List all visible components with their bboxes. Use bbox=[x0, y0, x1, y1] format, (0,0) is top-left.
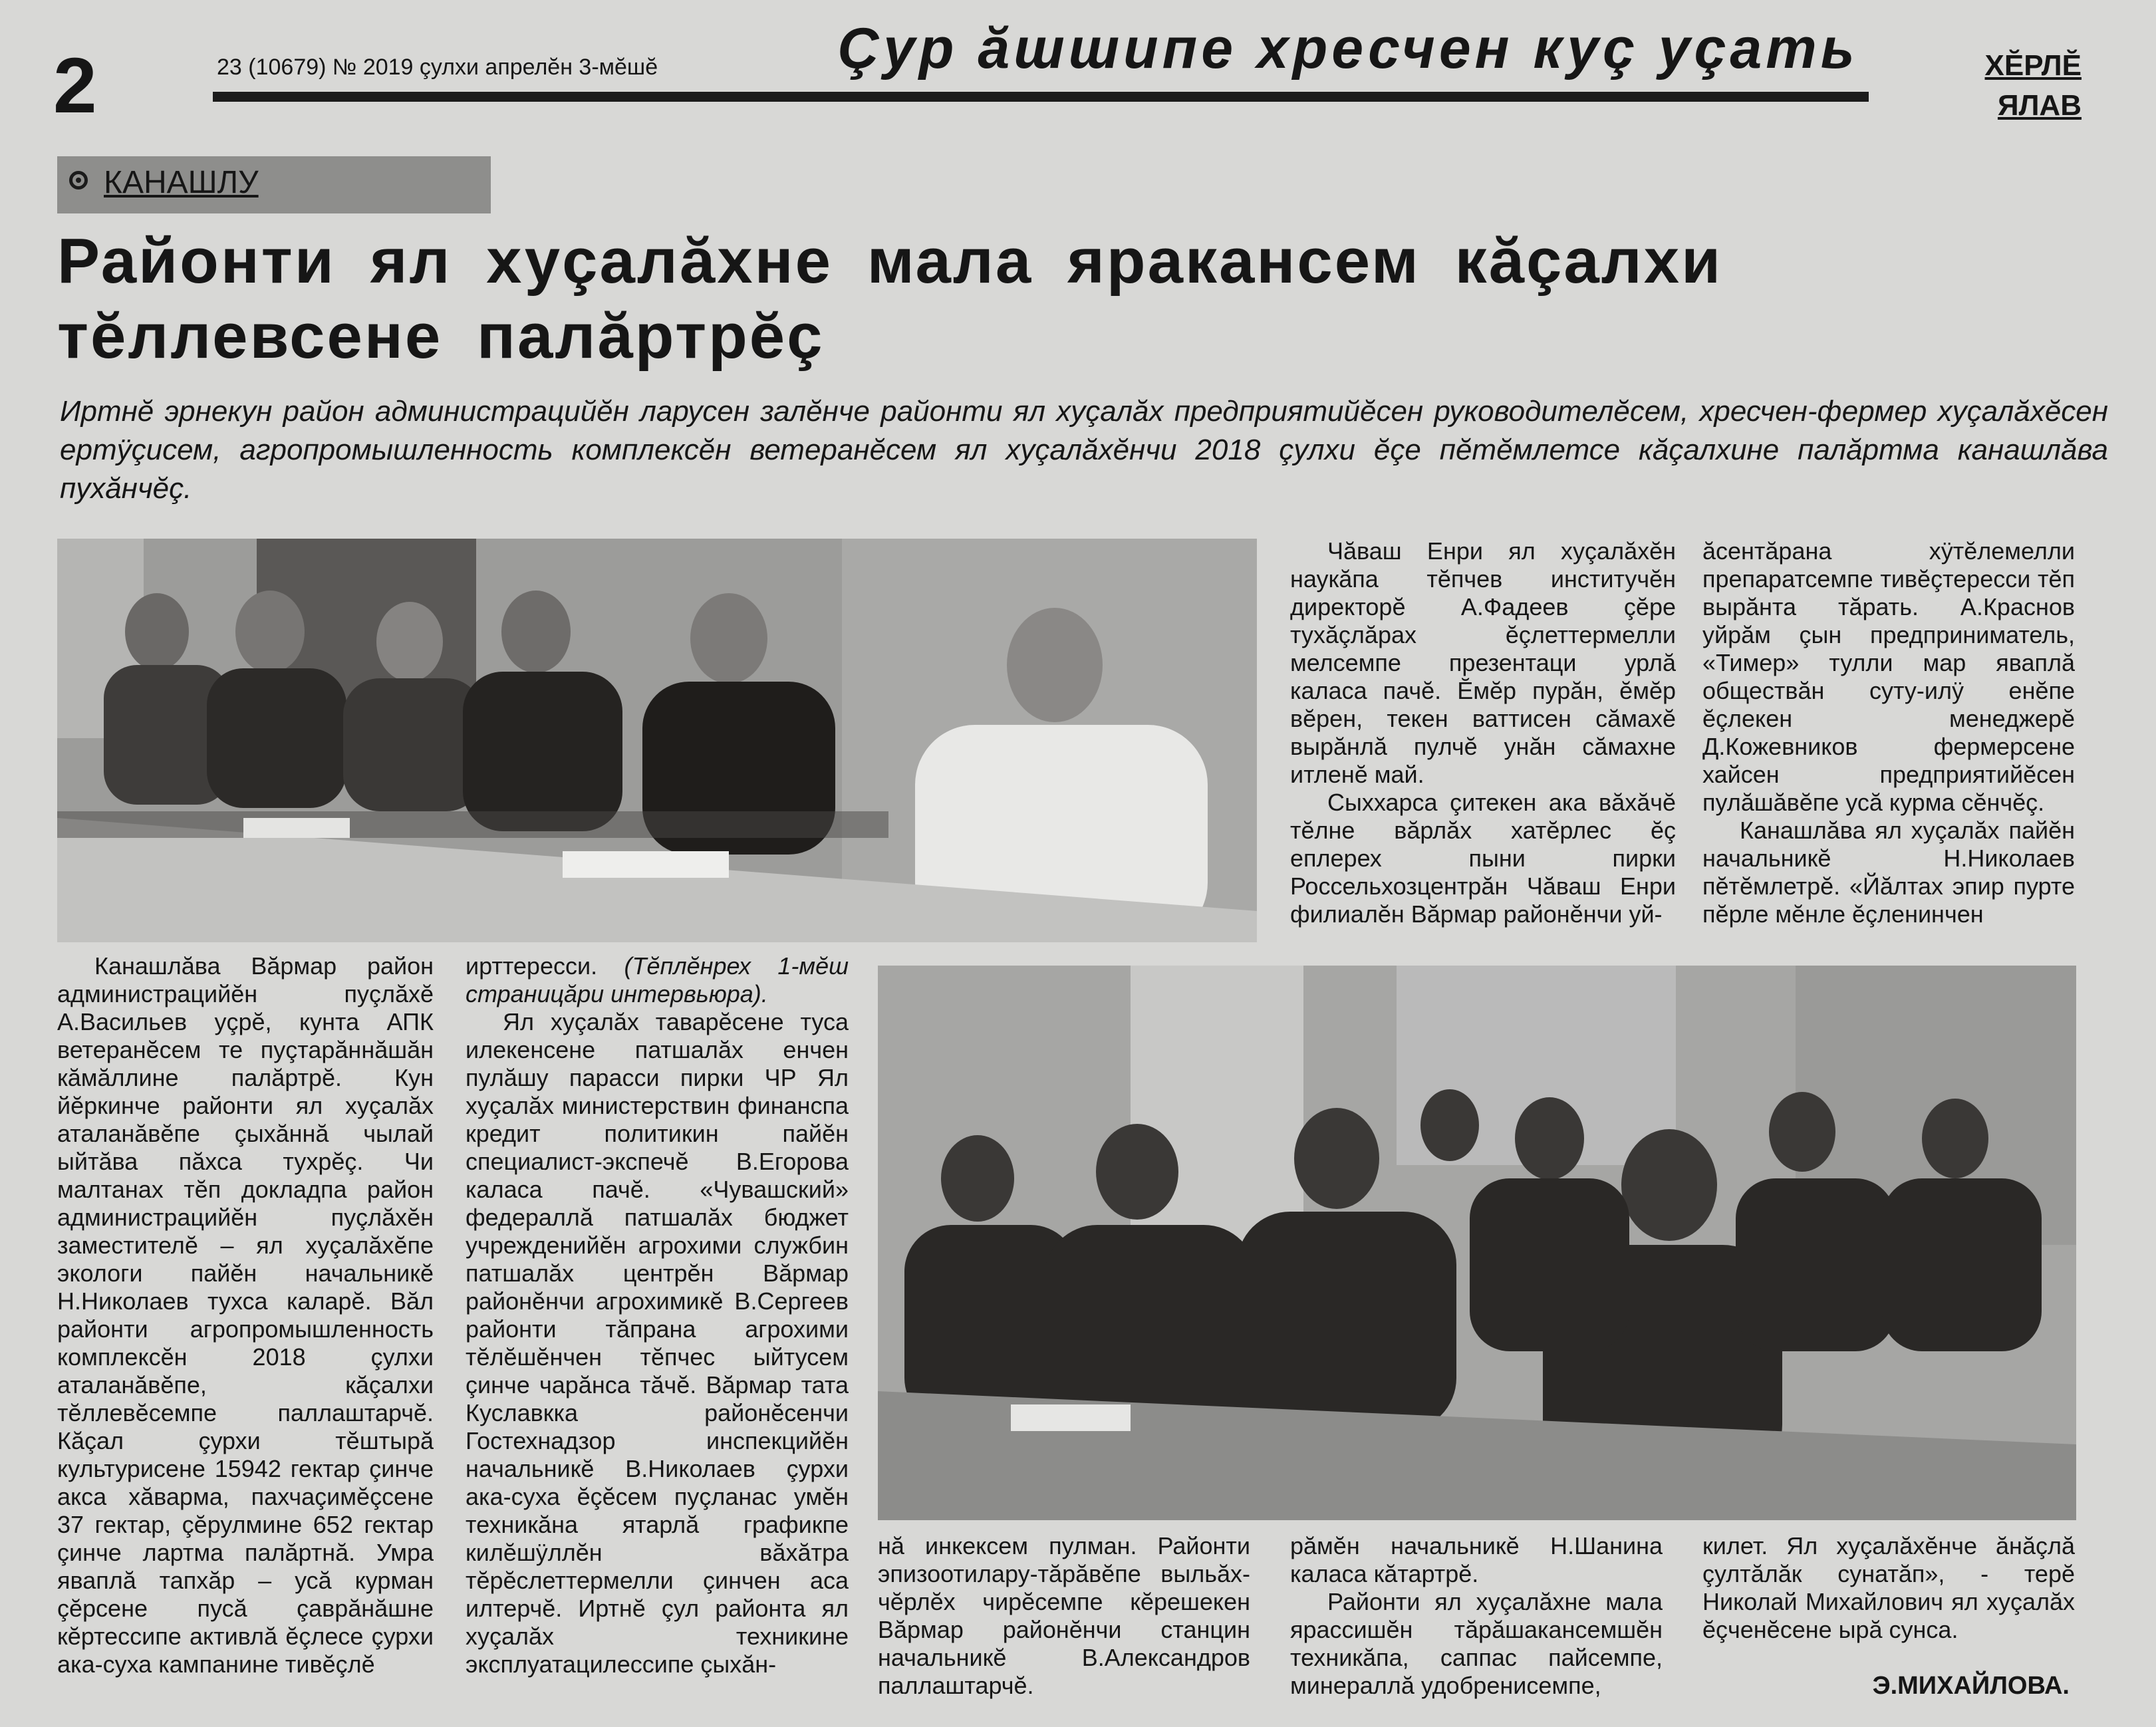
rubric-label: КАНАШЛУ bbox=[104, 165, 259, 200]
rubric-bullet-icon bbox=[69, 171, 88, 190]
masthead-slogan: Çур ăшшипе хресчен куç уçать bbox=[838, 17, 1859, 80]
newspaper-logo-line1: ХĔРЛĔ bbox=[1984, 49, 2082, 82]
column-upper-middle bbox=[1290, 537, 1676, 928]
paragraph: рăмĕн начальникĕ Н.Шанина каласа кăтартрĕ. bbox=[1290, 1532, 1663, 1587]
paragraph-text: ирттересси. bbox=[466, 952, 598, 980]
photo-audience-image bbox=[878, 966, 2076, 1520]
column-upper-right bbox=[1702, 537, 2075, 928]
newspaper-logo-line2: ЯЛАВ bbox=[1997, 89, 2082, 122]
paragraph: Чăваш Енри ял хуçалăхĕн наукăпа тĕпчев институчĕн директорĕ А.Фадеев çĕре тухăçлăрах ĕçлеттермелли мелсемпе презентаци урлă каласа пачĕ. Ĕмĕр пурăн, ĕмĕр вĕрен, текен ваттисен сăмахĕ вырăнлă пулчĕ унăн сăмахне итленĕ май. bbox=[1290, 537, 1676, 788]
page-number: 2 bbox=[53, 42, 97, 130]
column-1 bbox=[57, 952, 434, 1678]
paragraph: Ял хуçалăх таварĕсене туса илекенсене патшалăх енчен пулăшу парасси пирки ЧР Ял хуçалăх министерствин финанспа кредит политикин пайĕн специалист-экспечĕ В.Егорова каласа пачĕ. «Чувашский» федераллă патшалăх бюджет учрежденийĕн агрохими службин патшалăх центрĕн Вăрмар районĕнчи агрохимикĕ В.Сергеев районти тăпрана агрохими тĕлĕшĕнчен тĕпчес ыйтусем çинче чарăнса тăчĕ. Вăрмар тата Куславкка районĕсенчи Гостехнадзор инспекцийĕн начальникĕ В.Николаев çурхи ака-суха ĕçĕсем пуçланас умĕн техникăна ятарлă графикпе килĕшÿллĕн вăхăтра тĕрĕслеттермелли çинчен аса илтерчĕ. Иртнĕ çул районта ял хуçалăх техникине эксплуатацилессипе çыхăн- bbox=[466, 1008, 849, 1678]
header-rule bbox=[213, 92, 1869, 102]
author-byline: Э.МИХАЙЛОВА. bbox=[1872, 1672, 2070, 1700]
photo-presidium bbox=[57, 539, 1257, 942]
column-5 bbox=[1702, 1532, 2075, 1644]
photo-audience bbox=[878, 966, 2076, 1520]
column-4 bbox=[1290, 1532, 1663, 1700]
paragraph: килет. Ял хуçалăхĕнче ăнăçлă çултăлăк сунатăп», - терĕ Николай Михайлович ял хуçалăх ĕçченĕсене ырă сунса. bbox=[1702, 1532, 2075, 1643]
photo-presidium-image bbox=[57, 539, 1257, 942]
paragraph: Канашлăва Вăрмар район администрацийĕн пуçлăхĕ А.Васильев уçрĕ, кунта АПК ветеранĕсем те пуçтарăннăшăн кăмăллине палăртрĕ. Кун йĕркинче районти ял хуçалăх аталанăвĕпе çыхăннă чылай ыйтăва пăхса тухрĕç. Чи малтанах тĕп докладпа район администрацийĕн пуçлăхĕн заместителĕ – ял хуçалăхĕпе экологи пайĕн начальникĕ Н.Николаев тухса каларĕ. Вăл районти агропромышленность комплексĕн 2018 çулхи аталанăвĕпе, кăçалхи тĕллевĕсемпе паллаштарчĕ. Кăçал çурхи тĕштырă культурисене 15942 гектар çинче акса хăварма, пахчаçимĕçсене 37 гектар, çĕрулмине 652 гектар çинче лартма палăртнă. Умра яваплă тапхăр – усă курман çĕрсене пусă çаврăнăшне кĕртессипе активлă ĕçлесе çурхи ака-суха кампанине тивĕçлĕ bbox=[57, 952, 434, 1678]
paragraph: Районти ял хуçалăхне мала ярассишĕн тăрăшакансемшĕн техникăпа, саппас пайсемпе, минераллă удобренисемпе, bbox=[1290, 1588, 1663, 1699]
issue-info: 23 (10679) № 2019 çулхи апрелĕн 3-мĕшĕ bbox=[217, 55, 658, 80]
column-3 bbox=[878, 1532, 1250, 1700]
page-reference: (Тĕплĕнрех 1-мĕш страницăри интервьюра). bbox=[466, 952, 849, 1007]
paragraph: Канашлăва ял хуçалăх пайĕн начальникĕ Н.Николаев пĕтĕмлетрĕ. «Йăлтах эпир пурте пĕрле мĕнле ĕçленинчен bbox=[1702, 817, 2075, 928]
paragraph bbox=[466, 952, 849, 1008]
paragraph: Сыххарса çитекен ака вăхăчĕ тĕлне вăрлăх хатĕрлес ĕç еплерех пыни пирки Россельхозцентрăн Чăваш Енри филиалĕн Вăрмар районĕнчи уй- bbox=[1290, 789, 1676, 928]
rubric-bar bbox=[57, 156, 491, 213]
column-2 bbox=[466, 952, 849, 1678]
article-headline: Районти ял хуçалăхне мала яракансем кăçалхи тĕллевсене палăртрĕç bbox=[57, 225, 1723, 372]
paragraph: ăсентăрана хÿтĕлемелли препаратсемпе тивĕçтересси тĕп вырăнта тăрать. А.Краснов уйрăм çын предприниматель, «Тимер» тулли мар яваплă обществăн суту-илÿ енĕпе ĕçлекен менеджерĕ Д.Кожевников фермерсене хайсен предприятийĕсен пулăшăвĕпе усă курма сĕнчĕç. bbox=[1702, 537, 2075, 816]
paragraph: нă инкексем пулман. Районти эпизоотилару-тăрăвĕпе выльăх-чĕрлĕх чирĕсемпе кĕрешекен Вăрмар районĕнчи станцин начальникĕ В.Александров паллаштарчĕ. bbox=[878, 1532, 1250, 1699]
article-lead: Иртнĕ эрнекун район администрацийĕн ларусен залĕнче районти ял хуçалăх предприятийĕсен руководителĕсем, хресчен-фермер хуçалăхĕсен ертÿçисем, агропромышленность комплексĕн ветеранĕсем ял хуçалăхĕнчи 2018 çулхи ĕçе пĕтĕмлетсе кăçалхине палăртма канашлăва пухăнчĕç. bbox=[60, 395, 2108, 505]
